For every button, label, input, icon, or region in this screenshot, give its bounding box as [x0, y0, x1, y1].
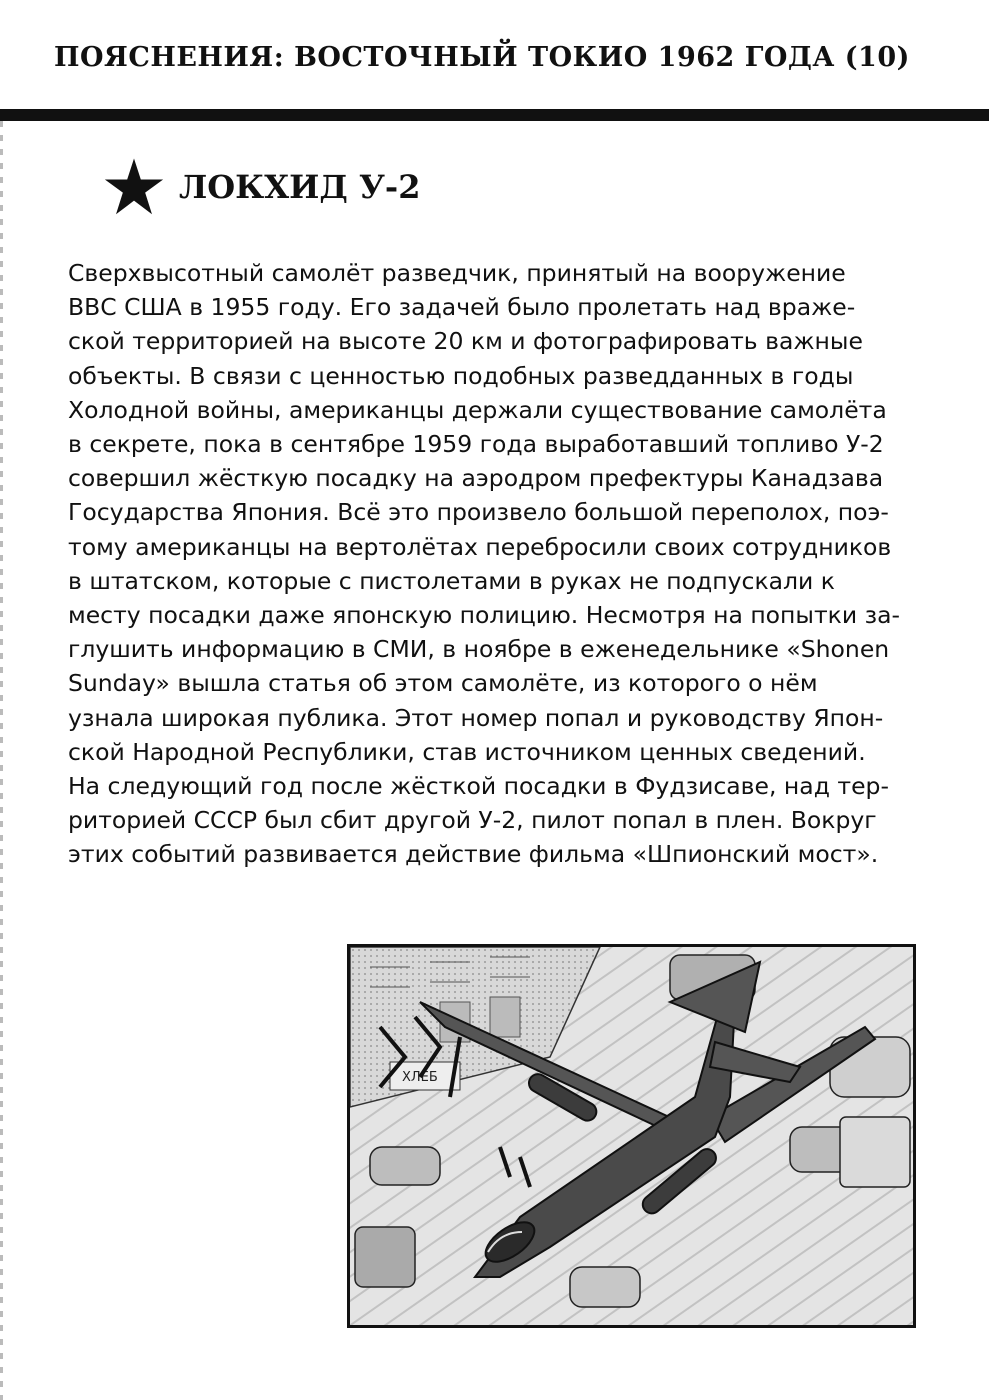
body-line: в штатском, которые с пистолетами в руках не подпускали к [68, 566, 835, 595]
star-icon [103, 156, 165, 218]
body-line: этих событий развивается действие фильма «Шпионский мост». [68, 840, 879, 869]
header-divider [0, 109, 989, 121]
body-line: объекты. В связи с ценностью подобных разведданных в годы [68, 361, 854, 390]
manga-panel-drawing [350, 947, 913, 1325]
body-line: Государства Япония. Всё это произвело большой переполох, поэ- [68, 498, 889, 527]
body-line: Sunday» вышла статья об этом самолёте, из которого о нём [68, 669, 818, 698]
u2-illustration [347, 944, 916, 1328]
body-line: глушить информацию в СМИ, в ноябре в еженедельнике «Shonen [68, 635, 890, 664]
body-line: Сверхвысотный самолёт разведчик, принятый на вооружение [68, 259, 846, 287]
article-body [68, 256, 948, 872]
body-line: узнала широкая публика. Этот номер попал и руководству Япон- [68, 703, 884, 732]
body-line: ВВС США в 1955 году. Его задачей было пролетать над враже- [68, 293, 856, 322]
body-line: совершил жёсткую посадку на аэродром префектуры Канадзава [68, 464, 884, 493]
section-heading [103, 157, 420, 217]
shop-sign: ХЛЕБ [402, 1070, 438, 1085]
body-line: Холодной войны, американцы держали существование самолёта [68, 395, 887, 424]
body-line: месту посадки даже японскую полицию. Несмотря на попытки за- [68, 601, 900, 630]
body-line: риторией СССР был сбит другой У-2, пилот попал в плен. Вокруг [68, 806, 877, 835]
body-line: в секрете, пока в сентябре 1959 года выработавший топливо У-2 [68, 430, 884, 459]
section-title: ЛОКХИД У-2 [179, 168, 421, 206]
body-line: тому американцы на вертолётах перебросили своих сотрудников [68, 532, 892, 561]
body-line: На следующий год после жёсткой посадки в Фудзисаве, над тер- [68, 772, 889, 801]
body-line: ской территорией на высоте 20 км и фотографировать важные [68, 327, 863, 356]
page-edge [0, 121, 3, 1400]
page-title: ПОЯСНЕНИЯ: ВОСТОЧНЫЙ ТОКИО 1962 ГОДА (10) [54, 42, 910, 73]
body-line: ской Народной Республики, став источником ценных сведений. [68, 737, 866, 766]
